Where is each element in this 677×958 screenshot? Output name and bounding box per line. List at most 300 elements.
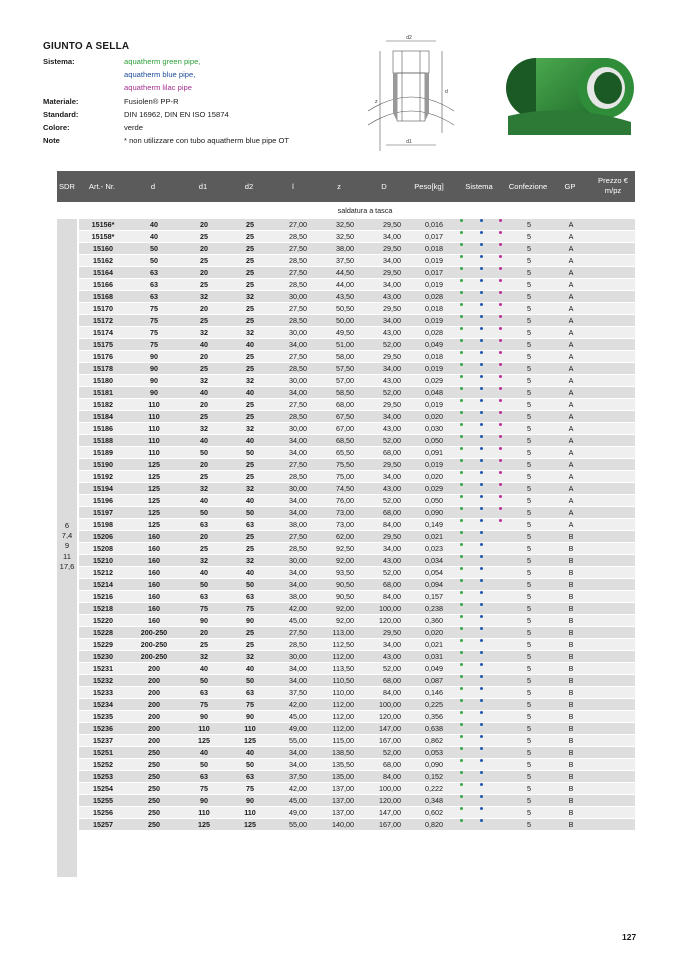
cell-gp: B (568, 556, 574, 565)
cell-d1: 40 (200, 664, 208, 673)
cell-peso: 0,053 (425, 748, 443, 757)
sistema-blue-dot (480, 771, 483, 774)
cell-D: 84,00 (383, 592, 401, 601)
cell-art: 15231 (93, 664, 113, 673)
cell-confezione: 5 (527, 292, 531, 301)
table-row (79, 303, 635, 315)
table-row (79, 711, 635, 723)
cell-D: 34,00 (383, 364, 401, 373)
cell-D: 29,50 (383, 244, 401, 253)
sistema-lilac-dot (499, 243, 502, 246)
cell-confezione: 5 (527, 808, 531, 817)
cell-confezione: 5 (527, 604, 531, 613)
cell-D: 68,00 (383, 448, 401, 457)
table-row (79, 663, 635, 675)
cell-l: 27,50 (289, 532, 307, 541)
cell-l: 34,00 (289, 664, 307, 673)
cell-d: 75 (150, 316, 158, 325)
cell-confezione: 5 (527, 796, 531, 805)
cell-d2: 50 (246, 676, 254, 685)
cell-d1: 75 (200, 604, 208, 613)
sistema-blue-dot (480, 807, 483, 810)
sistema-green-dot (460, 747, 463, 750)
cell-peso: 0,019 (425, 400, 443, 409)
table-row (79, 219, 635, 231)
cell-z: 57,50 (336, 364, 354, 373)
cell-d1: 20 (200, 628, 208, 637)
cell-d: 75 (150, 340, 158, 349)
cell-D: 52,00 (383, 568, 401, 577)
cell-l: 28,50 (289, 640, 307, 649)
cell-d1: 20 (200, 532, 208, 541)
sistema-blue-dot (480, 411, 483, 414)
table-row (79, 231, 635, 243)
cell-confezione: 5 (527, 532, 531, 541)
cell-gp: A (568, 412, 574, 421)
cell-confezione: 5 (527, 724, 531, 733)
cell-d2: 25 (246, 232, 254, 241)
col-prezzo (598, 176, 628, 196)
cell-l: 34,00 (289, 448, 307, 457)
cell-d1: 50 (200, 448, 208, 457)
cell-confezione: 5 (527, 736, 531, 745)
cell-peso: 0,018 (425, 352, 443, 361)
col-art: Art.- Nr. (88, 182, 116, 191)
sistema-blue-dot (480, 723, 483, 726)
sistema-lilac-dot (499, 519, 502, 522)
cell-confezione: 5 (527, 508, 531, 517)
cell-z: 92,00 (336, 556, 354, 565)
sistema-green-dot (460, 759, 463, 762)
sistema-green-dot (460, 531, 463, 534)
cell-peso: 0,090 (425, 760, 443, 769)
cell-z: 51,00 (336, 340, 354, 349)
materiale-value: Fusiolen® PP-R (124, 97, 179, 106)
sistema-blue-dot (480, 219, 483, 222)
cell-d: 50 (150, 256, 158, 265)
cell-D: 34,00 (383, 472, 401, 481)
sdr-value: 17,6 (59, 561, 75, 571)
table-row (79, 531, 635, 543)
cell-gp: A (568, 316, 574, 325)
table-row (79, 807, 635, 819)
cell-d2: 32 (246, 376, 254, 385)
sistema-blue-dot (480, 447, 483, 450)
cell-gp: B (568, 580, 574, 589)
cell-confezione: 5 (527, 628, 531, 637)
cell-peso: 0,602 (425, 808, 443, 817)
cell-l: 45,00 (289, 712, 307, 721)
sistema-blue-dot (480, 243, 483, 246)
table-row (79, 771, 635, 783)
cell-d: 110 (148, 400, 160, 409)
sistema-green-dot (460, 699, 463, 702)
cell-peso: 0,018 (425, 304, 443, 313)
cell-d2: 40 (246, 496, 254, 505)
cell-l: 30,00 (289, 376, 307, 385)
cell-gp: B (568, 652, 574, 661)
cell-confezione: 5 (527, 640, 531, 649)
sistema-blue-dot (480, 351, 483, 354)
sistema-green-dot (460, 591, 463, 594)
cell-d2: 25 (246, 472, 254, 481)
sistema-blue-dot (480, 267, 483, 270)
sistema-blue: aquatherm blue pipe, (124, 70, 196, 79)
cell-l: 55,00 (289, 820, 307, 829)
cell-confezione: 5 (527, 256, 531, 265)
table-row (79, 795, 635, 807)
cell-d: 160 (148, 592, 160, 601)
cell-art: 15194 (93, 484, 113, 493)
cell-l: 42,00 (289, 784, 307, 793)
cell-d2: 25 (246, 640, 254, 649)
cell-art: 15184 (93, 412, 113, 421)
cell-confezione: 5 (527, 376, 531, 385)
cell-gp: A (568, 448, 574, 457)
cell-d1: 25 (200, 544, 208, 553)
cell-z: 32,50 (336, 220, 354, 229)
cell-gp: B (568, 544, 574, 553)
cell-d1: 25 (200, 412, 208, 421)
note-value: * non utilizzare con tubo aquatherm blue pipe OT (124, 136, 290, 145)
sistema-green-dot (460, 231, 463, 234)
table-row (79, 555, 635, 567)
cell-D: 34,00 (383, 316, 401, 325)
cell-gp: A (568, 340, 574, 349)
cell-d: 200 (148, 676, 160, 685)
cell-d1: 32 (200, 328, 208, 337)
cell-D: 29,50 (383, 532, 401, 541)
cell-d: 250 (148, 772, 160, 781)
cell-d2: 90 (246, 712, 254, 721)
cell-l: 27,50 (289, 400, 307, 409)
cell-z: 37,50 (336, 256, 354, 265)
cell-z: 73,00 (336, 520, 354, 529)
sistema-lilac-dot (499, 291, 502, 294)
cell-confezione: 5 (527, 352, 531, 361)
cell-l: 27,50 (289, 460, 307, 469)
cell-d: 160 (148, 604, 160, 613)
cell-z: 110,00 (332, 688, 354, 697)
cell-d1: 125 (198, 820, 210, 829)
cell-confezione: 5 (527, 328, 531, 337)
cell-d1: 32 (200, 556, 208, 565)
cell-z: 113,00 (332, 628, 354, 637)
cell-z: 112,00 (332, 652, 354, 661)
cell-confezione: 5 (527, 304, 531, 313)
sistema-lilac-dot (499, 459, 502, 462)
sistema-lilac-dot (499, 351, 502, 354)
cell-d1: 40 (200, 568, 208, 577)
cell-d2: 40 (246, 340, 254, 349)
cell-d2: 63 (246, 772, 254, 781)
cell-art: 15206 (93, 532, 113, 541)
sistema-blue-dot (480, 675, 483, 678)
cell-confezione: 5 (527, 424, 531, 433)
cell-z: 140,00 (332, 820, 354, 829)
cell-art: 15188 (93, 436, 113, 445)
sdr-value: 11 (63, 551, 71, 561)
sistema-green-dot (460, 495, 463, 498)
sistema-lilac-dot (499, 339, 502, 342)
cell-d2: 63 (246, 592, 254, 601)
sistema-green-dot (460, 327, 463, 330)
cell-d2: 25 (246, 220, 254, 229)
cell-gp: A (568, 520, 574, 529)
cell-l: 45,00 (289, 616, 307, 625)
sistema-green-dot (460, 603, 463, 606)
cell-confezione: 5 (527, 472, 531, 481)
sistema-green-dot (460, 351, 463, 354)
cell-art: 15230 (93, 652, 113, 661)
table-row (79, 627, 635, 639)
sistema-green-dot (460, 459, 463, 462)
cell-peso: 0,021 (425, 640, 443, 649)
col-gp: GP (564, 182, 576, 191)
cell-confezione: 5 (527, 688, 531, 697)
cell-gp: A (568, 244, 574, 253)
cell-gp: B (568, 592, 574, 601)
sistema-green-dot (460, 567, 463, 570)
cell-art: 15196 (93, 496, 113, 505)
table-row (79, 819, 635, 831)
cell-confezione: 5 (527, 400, 531, 409)
cell-d: 250 (148, 760, 160, 769)
cell-l: 49,00 (289, 724, 307, 733)
cell-l: 34,00 (289, 676, 307, 685)
table-row (79, 615, 635, 627)
page-title: GIUNTO A SELLA (43, 41, 130, 52)
cell-D: 147,00 (379, 724, 401, 733)
cell-art: 15232 (93, 676, 113, 685)
cell-D: 34,00 (383, 280, 401, 289)
table-row (79, 423, 635, 435)
cell-gp: B (568, 664, 574, 673)
cell-d: 200-250 (140, 628, 168, 637)
cell-d: 63 (150, 280, 158, 289)
cell-confezione: 5 (527, 280, 531, 289)
table-row (79, 759, 635, 771)
cell-art: 15181 (93, 388, 113, 397)
cell-z: 73,00 (336, 508, 354, 517)
sistema-green-dot (460, 375, 463, 378)
sistema-green-dot (460, 723, 463, 726)
cell-z: 112,00 (332, 724, 354, 733)
cell-confezione: 5 (527, 340, 531, 349)
cell-D: 120,00 (379, 796, 401, 805)
cell-peso: 0,019 (425, 364, 443, 373)
cell-art: 15190 (93, 460, 113, 469)
cell-art: 15236 (93, 724, 113, 733)
cell-gp: A (568, 484, 574, 493)
cell-d: 110 (148, 448, 160, 457)
cell-D: 52,00 (383, 436, 401, 445)
cell-art: 15168 (93, 292, 113, 301)
cell-d1: 50 (200, 760, 208, 769)
table-row (79, 495, 635, 507)
cell-peso: 0,050 (425, 436, 443, 445)
cell-d: 40 (150, 232, 158, 241)
cell-D: 29,50 (383, 352, 401, 361)
cell-art: 15256 (93, 808, 113, 817)
cell-d1: 63 (200, 688, 208, 697)
cell-D: 34,00 (383, 256, 401, 265)
sistema-green-dot (460, 579, 463, 582)
cell-peso: 0,090 (425, 508, 443, 517)
cell-gp: B (568, 628, 574, 637)
cell-d: 40 (150, 220, 158, 229)
cell-z: 62,00 (336, 532, 354, 541)
cell-art: 15253 (93, 772, 113, 781)
table-row (79, 579, 635, 591)
cell-z: 68,50 (336, 436, 354, 445)
cell-d1: 63 (200, 592, 208, 601)
sistema-green-dot (460, 255, 463, 258)
table-row (79, 315, 635, 327)
cell-l: 38,00 (289, 592, 307, 601)
sistema-blue-dot (480, 615, 483, 618)
cell-l: 34,00 (289, 760, 307, 769)
cell-z: 90,50 (336, 580, 354, 589)
sistema-blue-dot (480, 555, 483, 558)
sdr-values (57, 521, 77, 572)
table-row (79, 387, 635, 399)
sistema-lilac-dot (499, 399, 502, 402)
cell-peso: 0,029 (425, 376, 443, 385)
cell-D: 29,50 (383, 400, 401, 409)
sistema-green-dot (460, 819, 463, 822)
cell-d: 250 (148, 820, 160, 829)
cell-l: 42,00 (289, 604, 307, 613)
sistema-green-dot (460, 339, 463, 342)
cell-confezione: 5 (527, 676, 531, 685)
cell-z: 75,00 (336, 472, 354, 481)
cell-d: 90 (150, 364, 158, 373)
table-row (79, 483, 635, 495)
cell-art: 15166 (93, 280, 113, 289)
sistema-lilac-dot (499, 387, 502, 390)
cell-gp: B (568, 736, 574, 745)
cell-d2: 25 (246, 256, 254, 265)
table-row (79, 375, 635, 387)
sistema-green-dot (460, 663, 463, 666)
sistema-green-dot (460, 447, 463, 450)
sistema-blue-dot (480, 591, 483, 594)
cell-d1: 125 (198, 736, 210, 745)
table-row (79, 339, 635, 351)
cell-d2: 110 (244, 808, 256, 817)
sistema-blue-dot (480, 363, 483, 366)
cell-art: 15182 (93, 400, 113, 409)
drawing-label-d2: d2 (406, 35, 412, 41)
cell-gp: B (568, 688, 574, 697)
cell-confezione: 5 (527, 232, 531, 241)
cell-art: 15176 (93, 352, 113, 361)
cell-D: 167,00 (379, 820, 401, 829)
cell-art: 15251 (93, 748, 113, 757)
sdr-value: 7,4 (61, 531, 73, 541)
drawing-label-d1: d1 (406, 139, 412, 145)
cell-z: 135,00 (332, 772, 354, 781)
col-l: l (292, 182, 294, 191)
sistema-blue-dot (480, 291, 483, 294)
cell-d: 200 (148, 664, 160, 673)
cell-d1: 40 (200, 436, 208, 445)
table-row (79, 435, 635, 447)
cell-gp: B (568, 748, 574, 757)
cell-d: 110 (148, 412, 160, 421)
cell-l: 28,50 (289, 280, 307, 289)
sistema-blue-dot (480, 567, 483, 570)
cell-d: 63 (150, 292, 158, 301)
cell-confezione: 5 (527, 748, 531, 757)
cell-d1: 63 (200, 520, 208, 529)
table-row (79, 363, 635, 375)
col-d: d (150, 182, 156, 191)
cell-z: 57,00 (336, 376, 354, 385)
cell-gp: B (568, 604, 574, 613)
cell-z: 32,50 (336, 232, 354, 241)
sistema-blue-dot (480, 747, 483, 750)
sistema-green-dot (460, 423, 463, 426)
cell-art: 15198 (93, 520, 113, 529)
sistema-blue-dot (480, 603, 483, 606)
sistema-lilac-dot (499, 375, 502, 378)
sistema-green: aquatherm green pipe, (124, 57, 201, 66)
sistema-green-dot (460, 735, 463, 738)
cell-gp: A (568, 376, 574, 385)
sistema-lilac-dot (499, 327, 502, 330)
cell-l: 27,50 (289, 628, 307, 637)
cell-d2: 90 (246, 616, 254, 625)
sistema-blue-dot (480, 339, 483, 342)
sistema-blue-dot (480, 759, 483, 762)
sistema-green-dot (460, 519, 463, 522)
cell-d: 50 (150, 244, 158, 253)
cell-peso: 0,049 (425, 664, 443, 673)
cell-D: 34,00 (383, 232, 401, 241)
table-row (79, 519, 635, 531)
cell-confezione: 5 (527, 556, 531, 565)
table-row (79, 543, 635, 555)
sistema-green-dot (460, 639, 463, 642)
cell-peso: 0,048 (425, 388, 443, 397)
note-label: Note (43, 136, 60, 145)
cell-z: 44,00 (336, 280, 354, 289)
cell-d2: 125 (244, 820, 256, 829)
sistema-lilac-dot (499, 447, 502, 450)
sistema-green-dot (460, 315, 463, 318)
cell-confezione: 5 (527, 244, 531, 253)
cell-d1: 75 (200, 700, 208, 709)
cell-d2: 25 (246, 244, 254, 253)
cell-d1: 40 (200, 748, 208, 757)
cell-D: 84,00 (383, 772, 401, 781)
cell-d: 250 (148, 748, 160, 757)
cell-gp: A (568, 400, 574, 409)
cell-confezione: 5 (527, 388, 531, 397)
cell-z: 58,50 (336, 388, 354, 397)
cell-d: 125 (148, 508, 160, 517)
cell-peso: 0,020 (425, 472, 443, 481)
sistema-blue-dot (480, 495, 483, 498)
cell-confezione: 5 (527, 652, 531, 661)
table-subheader (57, 205, 635, 216)
cell-d1: 25 (200, 316, 208, 325)
cell-art: 15189 (93, 448, 113, 457)
col-sistema: Sistema (465, 182, 493, 191)
cell-l: 34,00 (289, 568, 307, 577)
